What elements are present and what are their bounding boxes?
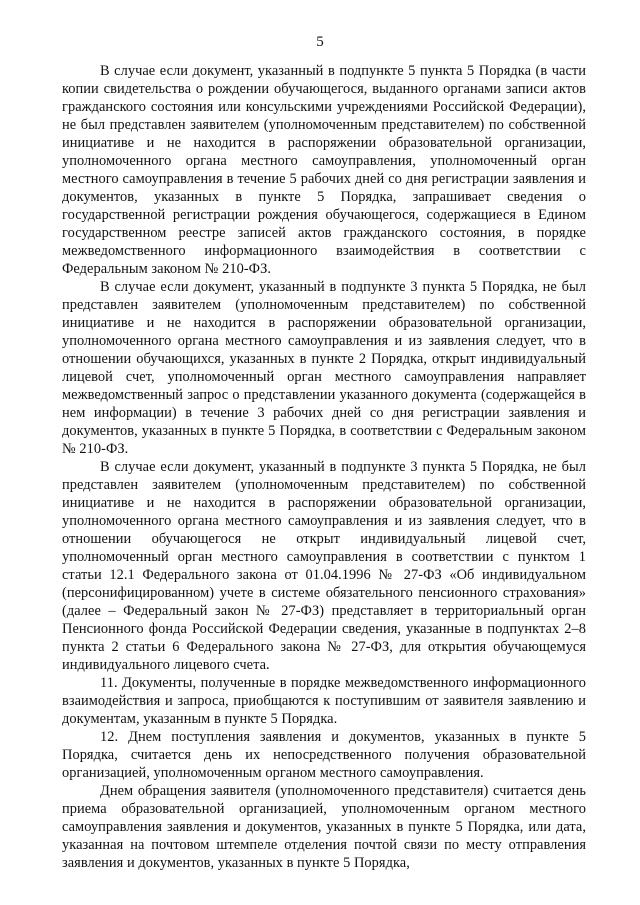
paragraph-application-day: Днем обращения заявителя (уполномоченного представителя) считается день приема образовательной организацией, уполномоченным органом местного самоуправления заявления и документов, указанных в пункте 5 Порядка, или дата, указанная на почтовом штемпеле отделения почтой связи по месту отправления заявления и документов, указанных в пункте 5 Порядка,: [62, 783, 586, 871]
paragraph-item-12: 12. Днем поступления заявления и документов, указанных в пункте 5 Порядка, считается день их непосредственного получения образовательной организацией, уполномоченным органом местного самоуправления.: [62, 729, 586, 781]
paragraph-birth-certificate-request: В случае если документ, указанный в подпункте 5 пункта 5 Порядка (в части копии свидетельства о рождении обучающегося, выданного органами записи актов гражданского состояния или консульскими учреждениями Российской Федерации), не был представлен заявителем (уполномоченным представителем) по собственной инициативе и не находится в распоряжении образовательной организации, уполномоченного органа местного самоуправления, уполномоченный орган местного самоуправления в течение 5 рабочих дней со дня регистрации заявления и документов, указанных в пункте 5 Порядка, запрашивает сведения о государственной регистрации рождения обучающегося, содержащиеся в Едином государственном реестре записей актов гражданского состояния, в порядке межведомственного информационного взаимодействия в соответствии с Федеральным законом № 210-ФЗ.: [62, 63, 586, 277]
page-number: 5: [316, 34, 324, 50]
paragraph-open-account-request: В случае если документ, указанный в подпункте 3 пункта 5 Порядка, не был представлен заявителем (уполномоченным представителем) по собственной инициативе и не находится в распоряжении образовательной организации, уполномоченного органа местного самоуправления и из заявления следует, что в отношении обучающихся, указанных в пункте 2 Порядка, открыт индивидуальный лицевой счет, уполномоченный орган местного самоуправления направляет межведомственный запрос о представлении указанного документа (содержащейся в нем информации) в течение 3 рабочих дней со дня регистрации заявления и документов, указанных в пункте 5 Порядка, в соответствии с Федеральным законом № 210-ФЗ.: [62, 279, 586, 457]
paragraph-no-account-pension-fund: В случае если документ, указанный в подпункте 3 пункта 5 Порядка, не был представлен заявителем (уполномоченным представителем) по собственной инициативе и не находится в распоряжении образовательной организации, уполномоченного органа местного самоуправления и из заявления следует, что в отношении обучающегося не открыт индивидуальный лицевой счет, уполномоченный орган местного самоуправления в соответствии с пунктом 1 статьи 12.1 Федерального закона от 01.04.1996 № 27-ФЗ «Об индивидуальном (персонифицированном) учете в системе обязательного пенсионного страхования» (далее – Федеральный закон № 27-ФЗ) представляет в территориальный орган Пенсионного фонда Российской Федерации сведения, указанные в подпунктах 2–8 пункта 2 статьи 6 Федерального закона № 27-ФЗ, для открытия обучающемуся индивидуального лицевого счета.: [62, 459, 586, 673]
document-body: [62, 62, 586, 872]
paragraph-item-11: 11. Документы, полученные в порядке межведомственного информационного взаимодействия и запроса, приобщаются к поступившим от заявителя заявлению и документам, указанным в пункте 5 Порядка.: [62, 675, 586, 727]
